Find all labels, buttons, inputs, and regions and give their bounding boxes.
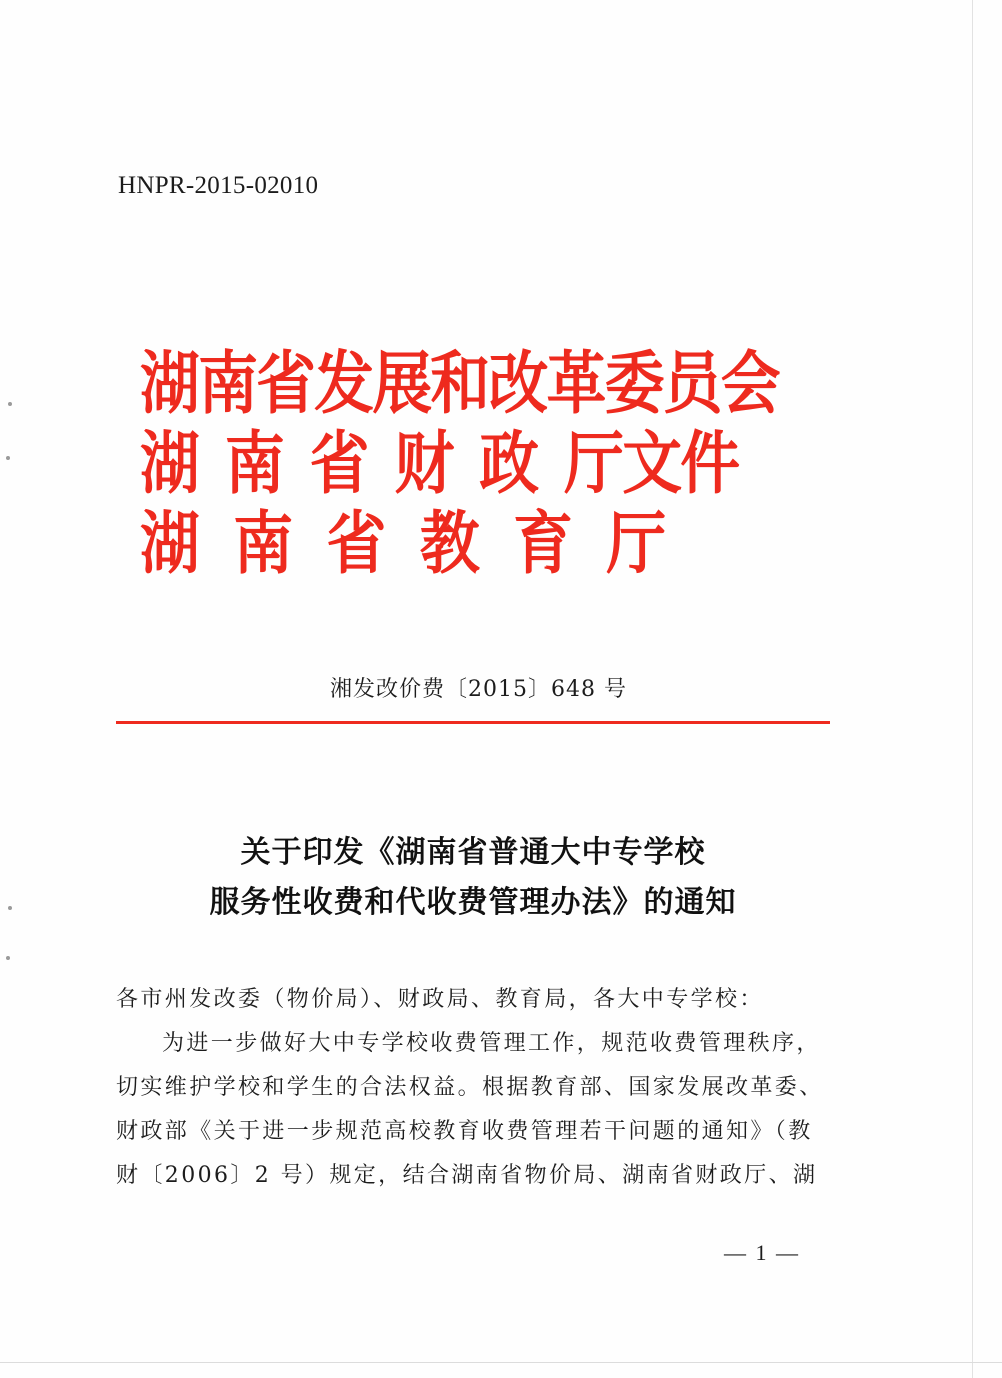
body-line: 切实维护学校和学生的合法权益。根据教育部、国家发展改革委、: [116, 1075, 824, 1100]
header-line-3: [140, 505, 738, 585]
issuer-header: [140, 345, 820, 585]
salutation: 各市州发改委（物价局）、财政局、教育局，各大中专学校：: [116, 987, 764, 1012]
title-line-1: 关于印发《湖南省普通大中专学校: [240, 835, 706, 870]
header-char: 政: [479, 425, 540, 504]
header-char: 湖: [140, 425, 200, 504]
body-line: 财政部《关于进一步规范高校教育收费管理若干问题的通知》（教: [116, 1119, 813, 1144]
header-char: 湖: [140, 505, 200, 584]
header-char: 教: [419, 505, 480, 584]
document-title: [116, 828, 830, 928]
header-char: 南: [224, 425, 285, 504]
page-number: — 1 —: [724, 1240, 800, 1265]
header-char: 省: [326, 505, 387, 584]
header-line-1: 湖南省发展和改革委员会: [140, 345, 779, 424]
scan-dot: [6, 956, 10, 960]
header-char: 南: [233, 505, 294, 584]
header-char: 省: [309, 425, 370, 504]
body-line: 财〔2006〕2 号）规定，结合湖南省物价局、湖南省财政厅、湖: [116, 1163, 818, 1188]
issue-number: 湘发改价费〔2015〕648 号: [330, 677, 627, 702]
header-line-2: [140, 425, 738, 505]
scan-dot: [8, 906, 12, 910]
scan-dot: [6, 456, 10, 460]
scan-edge-bottom: [0, 1362, 1002, 1363]
header-line-2-tail: 厅文件: [564, 425, 739, 504]
red-divider-line: [116, 721, 830, 724]
document-body: [116, 978, 832, 1198]
body-line: 为进一步做好大中专学校收费管理工作，规范收费管理秩序，: [162, 1031, 821, 1056]
header-char: 财: [394, 425, 455, 504]
document-code: HNPR-2015-02010: [118, 172, 319, 199]
scan-edge-right: [972, 0, 973, 1378]
scan-dot: [8, 402, 12, 406]
title-line-2: 服务性收费和代收费管理办法》的通知: [209, 885, 737, 920]
header-char: 育: [513, 505, 573, 584]
header-char: 厅: [606, 505, 667, 584]
